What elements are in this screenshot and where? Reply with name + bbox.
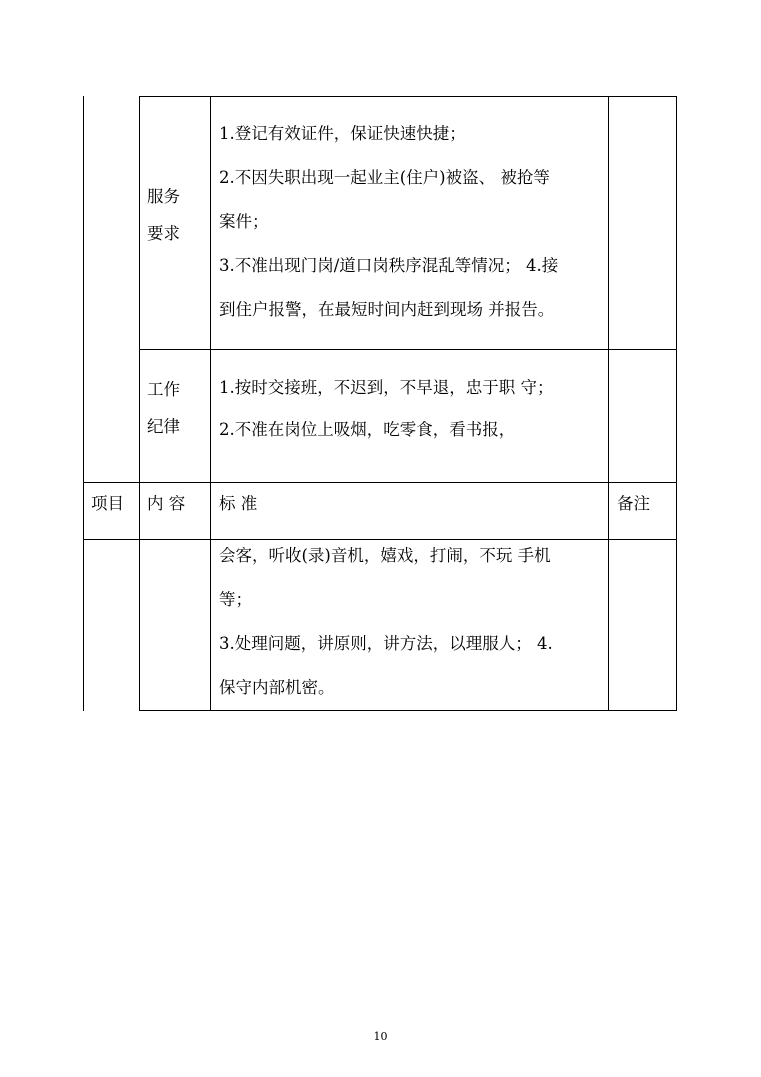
item-column-border	[139, 96, 140, 711]
standard-cell-work-discipline	[219, 367, 554, 451]
standard-line: 3.处理问题，讲原则，讲方法，以理服人； 4.	[219, 634, 553, 653]
header-standard: 标 准	[219, 494, 258, 513]
standard-cell-service-requirements	[219, 112, 558, 332]
content-cell-work-discipline	[147, 371, 180, 445]
table-left-border	[83, 96, 84, 711]
standard-line: 2.不因失职出现一起业主(住户)被盗、 被抢等	[219, 168, 550, 187]
table-bottom-border	[139, 710, 677, 711]
standard-line: 到住户报警，在最短时间内赶到现场 并报告。	[219, 300, 555, 319]
standard-line: 2.不准在岗位上吸烟，吃零食，看书报，	[219, 420, 516, 439]
standard-line: 3.不准出现门岗/道口岗秩序混乱等情况； 4.接	[219, 256, 559, 275]
header-note: 备注	[617, 494, 650, 513]
header-item: 项目	[91, 494, 124, 513]
content-cell-service-requirements	[147, 178, 180, 252]
standard-line: 等；	[219, 590, 252, 609]
header-content: 内 容	[147, 494, 186, 513]
standard-line: 1.按时交接班，不迟到，不早退，忠于职 守；	[219, 378, 554, 397]
content-label-line: 要求	[147, 224, 180, 243]
page-number: 10	[373, 1030, 388, 1043]
content-label-line: 服务	[147, 187, 180, 206]
content-label-line: 工作	[147, 380, 180, 399]
content-column-border	[210, 96, 211, 711]
table-right-border	[676, 96, 677, 711]
content-label-line: 纪律	[147, 417, 180, 436]
standard-cell-continuation	[219, 534, 553, 710]
row1-top-border	[139, 96, 677, 97]
standard-column-border	[608, 96, 609, 711]
standard-line: 保守内部机密。	[219, 678, 335, 697]
row1-bottom-border	[139, 349, 677, 350]
standard-line: 1.登记有效证件，保证快速快捷；	[219, 124, 466, 143]
standard-line: 会客，听收(录)音机，嬉戏，打闹，不玩 手机	[219, 546, 551, 565]
standard-line: 案件；	[219, 212, 269, 231]
